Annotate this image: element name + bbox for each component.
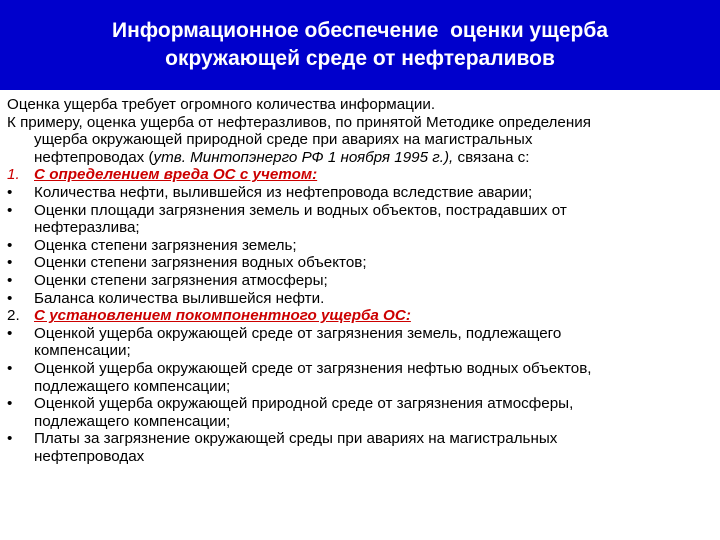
example-line-3-start: нефтепроводах ( bbox=[34, 148, 154, 166]
bullet-item bbox=[7, 430, 715, 465]
bullet-text: Оценка степени загрязнения земель; bbox=[34, 236, 297, 254]
bullet-text: Оценкой ущерба окружающей среде от загрязнения нефтью водных объектов, bbox=[34, 359, 592, 377]
bullet-item bbox=[7, 237, 715, 255]
bullet-item bbox=[7, 325, 715, 360]
example-decree-reference: утв. Минтопэнерго РФ 1 ноября 1995 г.), bbox=[153, 148, 454, 166]
section-1-heading-text: С определением вреда ОС с учетом: bbox=[34, 166, 318, 184]
bullet-text: подлежащего компенсации; bbox=[34, 377, 231, 395]
bullet-marker: • bbox=[7, 324, 13, 342]
intro-text: Оценка ущерба требует огромного количества информации. bbox=[7, 96, 436, 113]
bullet-item bbox=[7, 202, 715, 237]
bullet-text: Оценки площади загрязнения земель и водных объектов, пострадавших от bbox=[34, 201, 567, 219]
bullet-marker: • bbox=[7, 236, 13, 254]
bullet-marker: • bbox=[7, 271, 13, 289]
bullet-text: нефтепроводах bbox=[34, 447, 145, 465]
bullet-marker: • bbox=[7, 359, 13, 377]
title-line-2: окружающей среде от нефтерaливов bbox=[165, 47, 555, 70]
bullet-item bbox=[7, 184, 715, 202]
example-line-3 bbox=[7, 149, 715, 167]
title-line-1: Информационное обеспечение оценки ущерба bbox=[112, 19, 608, 42]
bullet-marker: • bbox=[7, 430, 13, 448]
bullet-text: Баланса количества вылившейся нефти. bbox=[34, 289, 325, 307]
slide-body bbox=[7, 96, 715, 465]
section-1-heading bbox=[7, 166, 715, 184]
example-line-1: К примеру, оценка ущерба от нефтеразливов, по принятой Методике определения bbox=[7, 113, 591, 131]
bullet-marker: • bbox=[7, 183, 13, 201]
bullet-marker: • bbox=[7, 201, 13, 219]
bullet-text: подлежащего компенсации; bbox=[34, 412, 231, 430]
section-2-number: 2. bbox=[7, 307, 20, 325]
bullet-text: Оценкой ущерба окружающей природной среде от загрязнения атмосферы, bbox=[34, 395, 574, 413]
bullet-item bbox=[7, 254, 715, 272]
bullet-text: Платы за загрязнение окружающей среды при авариях на магистральных bbox=[34, 430, 558, 448]
example-paragraph bbox=[7, 114, 715, 167]
title-band bbox=[0, 0, 720, 90]
section-1-number: 1. bbox=[7, 166, 20, 184]
bullet-text: Оценкой ущерба окружающей среде от загрязнения земель, подлежащего bbox=[34, 324, 562, 342]
bullet-marker: • bbox=[7, 395, 13, 413]
bullet-marker: • bbox=[7, 289, 13, 307]
bullet-marker: • bbox=[7, 254, 13, 272]
section-2-heading-text: С установлением покомпонентного ущерба ОС: bbox=[34, 307, 411, 325]
bullet-text: нефтеразлива; bbox=[34, 219, 140, 237]
example-line-2: ущерба окружающей природной среде при авариях на магистральных bbox=[34, 131, 533, 149]
bullet-item bbox=[7, 272, 715, 290]
section-1-list bbox=[7, 184, 715, 307]
section-2-list bbox=[7, 325, 715, 466]
bullet-text: Оценки степени загрязнения водных объектов; bbox=[34, 254, 367, 272]
bullet-item bbox=[7, 290, 715, 308]
bullet-text: Оценки степени загрязнения атмосферы; bbox=[34, 271, 328, 289]
bullet-text: Количества нефти, вылившейся из нефтепровода вследствие аварии; bbox=[34, 183, 533, 201]
section-2-heading bbox=[7, 307, 715, 325]
bullet-item bbox=[7, 395, 715, 430]
example-line-3-end: связана с: bbox=[453, 148, 530, 166]
bullet-item bbox=[7, 360, 715, 395]
bullet-text: компенсации; bbox=[34, 342, 131, 360]
